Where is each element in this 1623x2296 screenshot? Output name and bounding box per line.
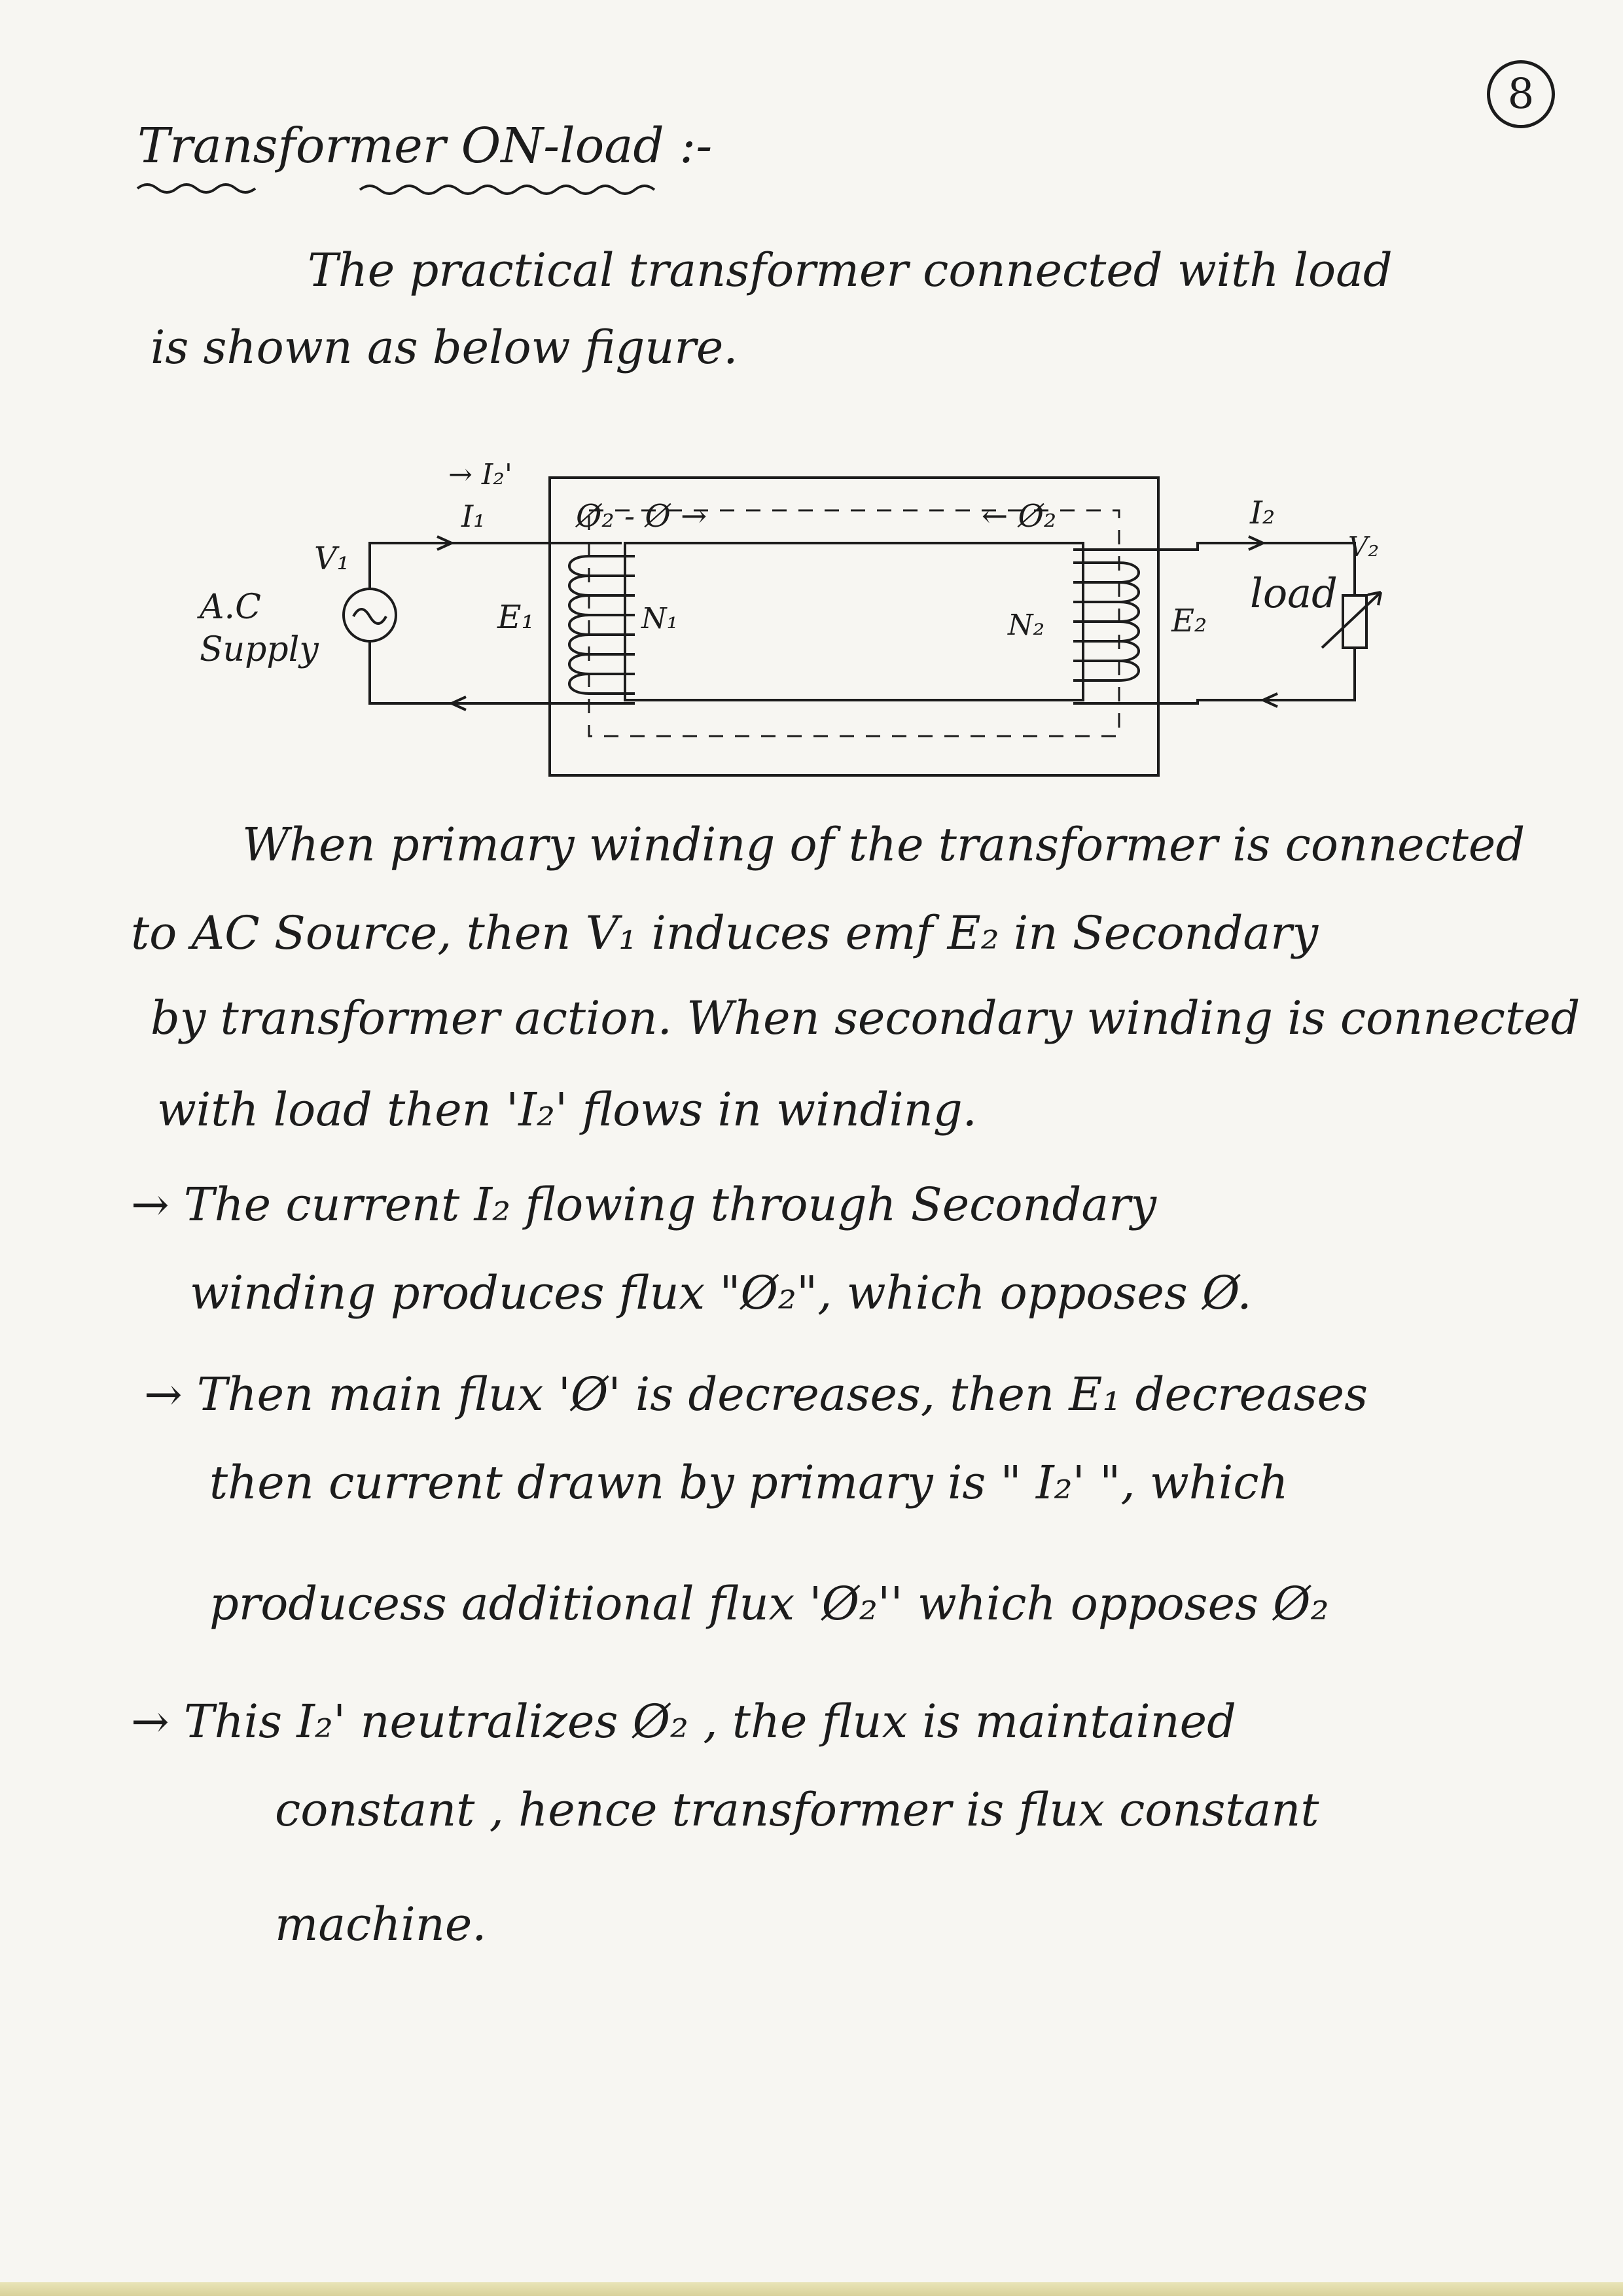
- label-phi2-right: ← Ø₂: [982, 498, 1057, 535]
- intro-line-1: The practical transformer connected with load: [308, 243, 1393, 297]
- body-line-8: then current drawn by primary is " I₂' ", which: [209, 1456, 1289, 1510]
- primary-top-wire: [370, 543, 556, 550]
- label-n1: N₁: [641, 602, 679, 635]
- diagram-load-label: load: [1250, 569, 1338, 617]
- body-line-10: → This I₂' neutralizes Ø₂ , the flux is maintained: [131, 1695, 1236, 1748]
- page-bottom-edge: [0, 2282, 1623, 2296]
- transformer-circuit-diagram: [190, 451, 1380, 818]
- primary-left-wire-bottom: [370, 641, 556, 703]
- body-line-3: by transformer action. When secondary winding is connected: [151, 991, 1580, 1045]
- label-v1: V₁: [314, 540, 349, 577]
- label-i2: I₂: [1250, 495, 1275, 531]
- label-ac-supply-1: A.C: [200, 588, 261, 627]
- label-i1: I₁: [461, 499, 486, 534]
- body-line-5: → The current I₂ flowing through Secondary: [131, 1178, 1157, 1231]
- body-line-11: constant , hence transformer is flux constant: [275, 1783, 1319, 1837]
- body-line-9: producess additional flux 'Ø₂'' which opposes Ø₂: [209, 1577, 1329, 1631]
- label-n2: N₂: [1008, 609, 1045, 642]
- body-line-12: machine.: [275, 1898, 487, 1951]
- label-e1: E₁: [497, 598, 535, 636]
- label-e2: E₂: [1171, 603, 1207, 639]
- page-number: 8: [1487, 60, 1555, 128]
- load-resistor: [1343, 595, 1366, 648]
- body-line-1: When primary winding of the transformer is connected: [242, 818, 1525, 872]
- secondary-bottom-wire: [1158, 648, 1355, 703]
- label-ac-supply-2: Supply: [200, 630, 319, 669]
- title-underline: [137, 175, 674, 202]
- label-phi2-top: Ø₂ - Ø →: [576, 498, 707, 535]
- body-line-7: → Then main flux 'Ø' is decreases, then E₁ decreases: [144, 1368, 1368, 1421]
- label-i2-prime: → I₂': [448, 458, 512, 491]
- label-v2: V₂: [1348, 531, 1380, 563]
- body-line-6: winding produces flux "Ø₂", which opposes Ø.: [190, 1266, 1252, 1320]
- primary-coil: [556, 543, 635, 703]
- intro-line-2: is shown as below figure.: [151, 321, 738, 374]
- body-line-4: with load then 'I₂' flows in winding.: [157, 1083, 977, 1137]
- secondary-coil: [1073, 550, 1158, 703]
- page-title: Transformer ON-load :-: [137, 118, 713, 174]
- body-line-2: to AC Source, then V₁ induces emf E₂ in Secondary: [131, 906, 1319, 960]
